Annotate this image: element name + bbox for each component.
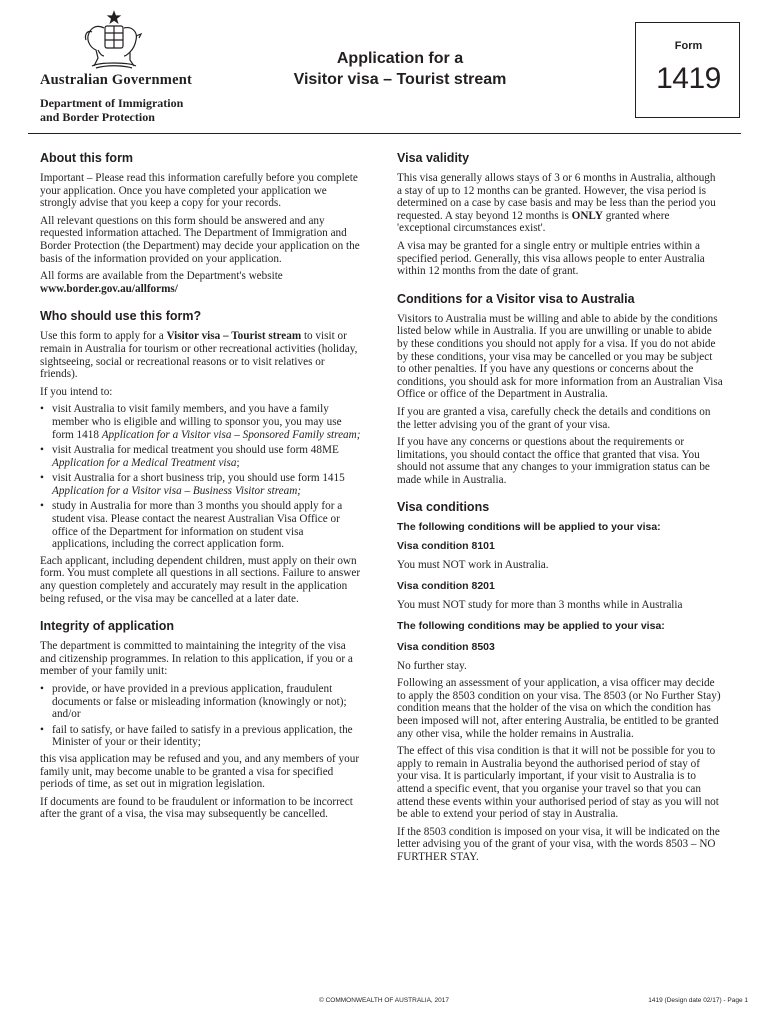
validity-text-a: This visa generally allows stays of 3 or 6 months in Australia, although a stay of up to 12 months can be granted. However, the visa period is determined on a case by case basis and may be less than the period you requested. A stay beyond 12 months is <box>397 172 716 222</box>
footer-copyright: © COMMONWEALTH OF AUSTRALIA, 2017 <box>319 997 449 1004</box>
integrity-section <box>40 618 362 821</box>
validity-text-c: granted where 'exceptional circumstances exist'. <box>397 209 670 235</box>
bullet-1-text: visit Australia to visit family members, and you have a family member who is eligible and willing to sponsor you, you may use form 1418 <box>52 403 342 441</box>
list-item: • provide, or have provided in a previous application, fraudulent documents or false or misleading information (knowingly or not); and/or <box>40 683 362 721</box>
page-title <box>290 48 510 90</box>
validity-section <box>397 150 723 278</box>
allforms-link[interactable]: www.border.gov.au/allforms/ <box>40 282 178 295</box>
left-column <box>40 150 362 826</box>
condition-8503-title: Visa condition 8503 <box>397 640 495 653</box>
condition-8503-p2: Following an assessment of your application, a visa officer may decide to apply the 8503 condition on your visa. The 8503 (or No Further Stay) condition means that the holder of the visa on which the condition has been imposed will not, after entering Australia, be entitled to be granted any other visa, while the holder remains in Australia. <box>397 677 721 740</box>
condition-8101-text: You must NOT work in Australia. <box>397 559 549 572</box>
who-intro-text-c: to visit or remain in Australia for tourism or other recreational activities (holiday, sightseeing, social or recreational reasons or to visit relatives or friends). <box>40 330 358 381</box>
visa-conditions-section <box>397 499 723 863</box>
conditions-paragraph-2: If you are granted a visa, carefully check the details and conditions on the letter advising you of the grant of your visa. <box>397 405 711 431</box>
page-header <box>0 0 768 136</box>
list-item <box>40 472 362 497</box>
condition-8503-p3: The effect of this visa condition is that it will not be possible for you to apply to remain in Australia beyond the authorised period of stay of your visa. It is particularly important, if your visit to Australia is to attend a specific event, that you organise your travel so that you can attend these events within your authorised period of stay as you will not be able to extend your period of stay in Australia. <box>397 745 719 821</box>
title-line-1: Application for a <box>336 50 464 67</box>
about-website-text: All forms are available from the Department's website <box>40 270 283 283</box>
integrity-paragraph-3: If documents are found to be fraudulent or information to be incorrect after the grant of a visa, the visa may subsequently be cancelled. <box>40 795 353 821</box>
footer-design-date: 1419 (Design date 02/17) - Page 1 <box>648 997 748 1004</box>
bullet-2-end: ; <box>236 456 240 469</box>
intend-list <box>40 403 362 551</box>
department-line-2: and Border Protection <box>40 110 155 124</box>
header-divider <box>28 133 741 134</box>
who-intro-visa-name: Visitor visa – Tourist stream <box>166 330 302 343</box>
who-heading: Who should use this form? <box>40 309 202 324</box>
will-apply-subheading: The following conditions will be applied to your visa: <box>397 521 661 534</box>
conditions-paragraph-3: If you have any concerns or questions about the requirements or limitations, you should contact the office that granted that visa. You should not assume that any changes to your immigration status can be made while in Australia. <box>397 436 710 486</box>
if-you-intend: If you intend to: <box>40 385 113 398</box>
list-item <box>40 403 362 441</box>
integrity-heading: Integrity of application <box>40 619 175 634</box>
integrity-paragraph-1: The department is committed to maintaining the integrity of the visa and citizenship programmes. In relation to this application, if you or a member of your family unit: <box>40 640 353 678</box>
title-line-2: Visitor visa – Tourist stream <box>293 71 507 88</box>
condition-8503-p4: If the 8503 condition is imposed on your visa, it will be indicated on the letter advising you of the grant of your visa, with the words 8503 – NO FURTHER STAY. <box>397 825 720 863</box>
conditions-heading: Conditions for a Visitor visa to Australia <box>397 291 635 306</box>
form-label: Form <box>674 40 703 52</box>
conditions-section <box>397 291 723 487</box>
condition-8101-title: Visa condition 8101 <box>397 540 495 553</box>
government-name: Australian Government <box>40 72 193 88</box>
about-paragraph-3 <box>40 270 362 295</box>
conditions-paragraph-1: Visitors to Australia must be willing and able to abide by the conditions listed below while in Australia. If you are unwilling or unable to abide by these conditions you should not apply for a visa. If you do not abide by these conditions, your visa may be cancelled or you may be subject to other penalties. If you have any questions or concerns about the conditions, you should ask for more information from an Australian Visa Office or office of the Department in Australia. <box>397 312 723 401</box>
condition-8201-text: You must NOT study for more than 3 months while in Australia <box>397 599 683 612</box>
who-intro <box>40 330 362 380</box>
who-intro-text-a: Use this form to apply for a <box>40 330 167 343</box>
each-applicant-paragraph: Each applicant, including dependent children, must apply on their own form. You must complete all questions in all sections. Failure to answer any question completely and accurately may result in the application being refused, or the visa may be cancelled at a later date. <box>40 554 361 605</box>
about-paragraph-2: All relevant questions on this form should be answered and any requested information attached. The Department of Immigration and Border Protection (the Department) may decide your application on the basis of the information provided on your application. <box>40 214 360 265</box>
validity-only: ONLY <box>571 209 603 222</box>
condition-8503-p1: No further stay. <box>397 659 467 672</box>
integrity-paragraph-2: this visa application may be refused and you, and any members of your family unit, may become unable to be granted a visa for specified periods of time, as set out in migration legislation. <box>40 752 360 791</box>
bullet-1-form-title: Application for a Visitor visa – Sponsored Family stream; <box>101 428 361 441</box>
list-item: • fail to satisfy, or have failed to satisfy in a previous application, the Minister of your or their identity; <box>40 724 362 749</box>
integrity-list <box>40 683 362 749</box>
bullet-2-text: visit Australia for medical treatment you should use form 48ME <box>52 444 339 457</box>
right-column <box>397 150 723 869</box>
list-item: • study in Australia for more than 3 months you should apply for a student visa. Please contact the nearest Australian Visa Office or office of the Department for information on student visa applications, including the correct application form. <box>40 500 362 550</box>
form-number: 1419 <box>656 62 721 95</box>
about-heading: About this form <box>40 151 134 165</box>
list-item <box>40 444 362 469</box>
bullet-3-form-title: Application for a Visitor visa – Business Visitor stream; <box>52 484 302 497</box>
bullet-2-form-title: Application for a Medical Treatment visa <box>52 456 237 469</box>
bullet-3-text: visit Australia for a short business trip, you should use form 1415 <box>52 472 345 485</box>
about-paragraph-1: Important – Please read this information carefully before you complete your application. Once you have completed your application we strongly advise that you keep a copy for your records. <box>40 172 358 210</box>
department-name <box>40 96 183 124</box>
department-line-1: Department of Immigration <box>40 96 184 110</box>
about-section <box>40 150 362 295</box>
may-apply-subheading: The following conditions may be applied to your visa: <box>397 619 665 632</box>
validity-heading: Visa validity <box>397 151 470 165</box>
visa-conditions-heading: Visa conditions <box>397 500 490 515</box>
condition-8201-title: Visa condition 8201 <box>397 580 495 593</box>
who-section <box>40 308 362 605</box>
validity-paragraph-2: A visa may be granted for a single entry or multiple entries within a specified period. Generally, this visa allows people to enter Australia within 12 months from the date of grant. <box>397 239 705 278</box>
form-number-box <box>635 22 740 118</box>
coat-of-arms-icon <box>78 10 150 72</box>
validity-paragraph-1 <box>397 172 723 235</box>
